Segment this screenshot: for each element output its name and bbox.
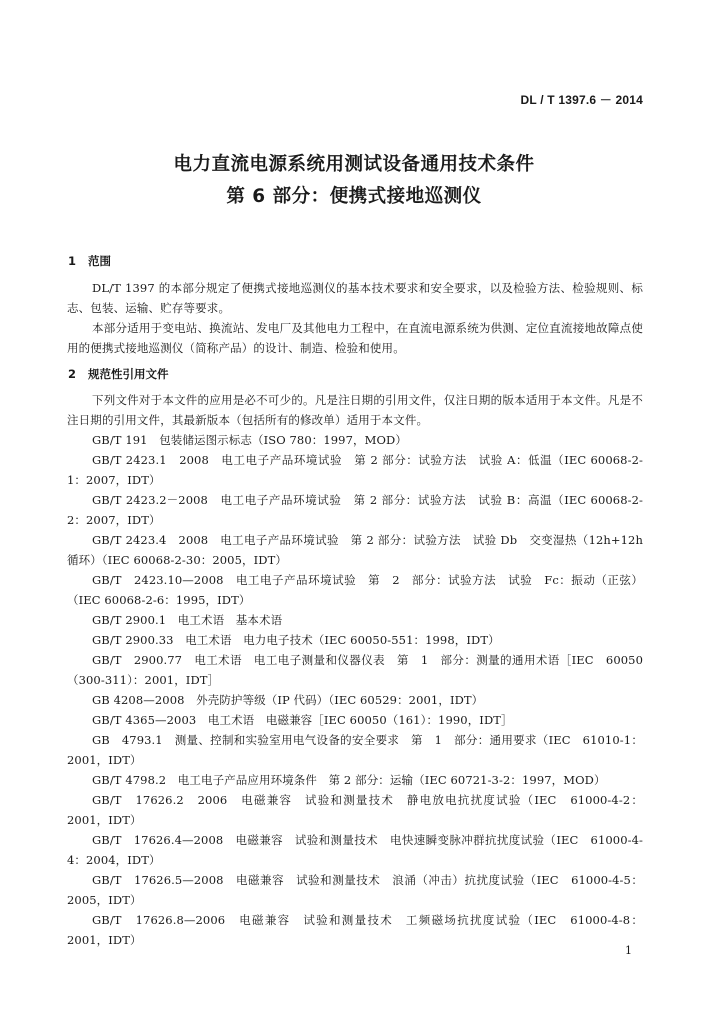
section-1-heading	[68, 253, 111, 269]
reference-item: GB 4793.1 测量、控制和实验室用电气设备的安全要求 第 1 部分：通用要求（IEC 61010-1：2001，IDT）	[67, 733, 643, 767]
reference-item: GB/T 2423.4 2008 电工电子产品环境试验 第 2 部分：试验方法 试验 Db 交变湿热（12h+12h 循环）（IEC 60068-2-30：2005，IDT）	[67, 533, 643, 567]
reference-item: GB/T 2900.33 电工术语 电力电子技术（IEC 60050-551：1998，IDT）	[92, 633, 500, 647]
reference-item: GB/T 2900.1 电工术语 基本术语	[92, 613, 283, 627]
reference-item: GB/T 2423.10—2008 电工电子产品环境试验 第 2 部分：试验方法 试验 Fc：振动（正弦）（IEC 60068-2-6：1995，IDT）	[67, 573, 643, 607]
reference-item: GB/T 17626.5—2008 电磁兼容 试验和测量技术 浪涌（冲击）抗扰度试验（IEC 61000-4-5：2005，IDT）	[67, 873, 643, 907]
section-1-number: 1	[68, 254, 77, 268]
document-title-line2: 第 6 部分：便携式接地巡测仪	[226, 186, 482, 207]
reference-list	[67, 430, 643, 950]
section-1-paragraph-2: 本部分适用于变电站、换流站、发电厂及其他电力工程中，在直流电源系统为供测、定位直流接地故障点使用的便携式接地巡测仪（简称产品）的设计、制造、检验和使用。	[67, 321, 643, 355]
reference-item: GB 4208—2008 外壳防护等级（IP 代码）（IEC 60529：2001，IDT）	[92, 693, 484, 707]
section-2-intro: 下列文件对于本文件的应用是必不可少的。凡是注日期的引用文件，仅注日期的版本适用于本文件。凡是不注日期的引用文件，其最新版本（包括所有的修改单）适用于本文件。	[67, 393, 643, 427]
reference-item: GB/T 2423.2－2008 电工电子产品环境试验 第 2 部分：试验方法 试验 B：高温（IEC 60068-2-2：2007，IDT）	[67, 493, 643, 527]
reference-item: GB/T 17626.4—2008 电磁兼容 试验和测量技术 电快速瞬变脉冲群抗扰度试验（IEC 61000-4-4：2004，IDT）	[67, 833, 643, 867]
reference-item: GB/T 4798.2 电工电子产品应用环境条件 第 2 部分：运输（IEC 60721-3-2：1997，MOD）	[92, 773, 606, 787]
section-1-title: 范围	[88, 254, 111, 268]
reference-item: GB/T 4365—2003 电工术语 电磁兼容［IEC 60050（161）：1990，IDT］	[92, 713, 513, 727]
section-1-paragraph-1: DL/T 1397 的本部分规定了便携式接地巡测仪的基本技术要求和安全要求，以及检验方法、检验规则、标志、包装、运输、贮存等要求。	[67, 281, 643, 315]
reference-item: GB/T 17626.8—2006 电磁兼容 试验和测量技术 工频磁场抗扰度试验（IEC 61000-4-8：2001，IDT）	[67, 913, 643, 947]
reference-item: GB/T 2900.77 电工术语 电工电子测量和仪器仪表 第 1 部分：测量的通用术语［IEC 60050（300-311）：2001，IDT］	[67, 653, 643, 687]
page-number: 1	[625, 944, 632, 957]
reference-item: GB/T 191 包装储运图示标志（ISO 780：1997，MOD）	[92, 433, 407, 447]
section-2-title: 规范性引用文件	[88, 367, 169, 381]
document-code: DL / T 1397.6 － 2014	[520, 93, 643, 107]
reference-item: GB/T 2423.1 2008 电工电子产品环境试验 第 2 部分：试验方法 试验 A：低温（IEC 60068-2-1：2007，IDT）	[67, 453, 643, 487]
section-2-number: 2	[68, 367, 77, 381]
document-title-line1: 电力直流电源系统用测试设备通用技术条件	[173, 154, 535, 175]
reference-item: GB/T 17626.2 2006 电磁兼容 试验和测量技术 静电放电抗扰度试验（IEC 61000-4-2：2001，IDT）	[67, 793, 643, 827]
section-2-heading	[68, 366, 169, 382]
